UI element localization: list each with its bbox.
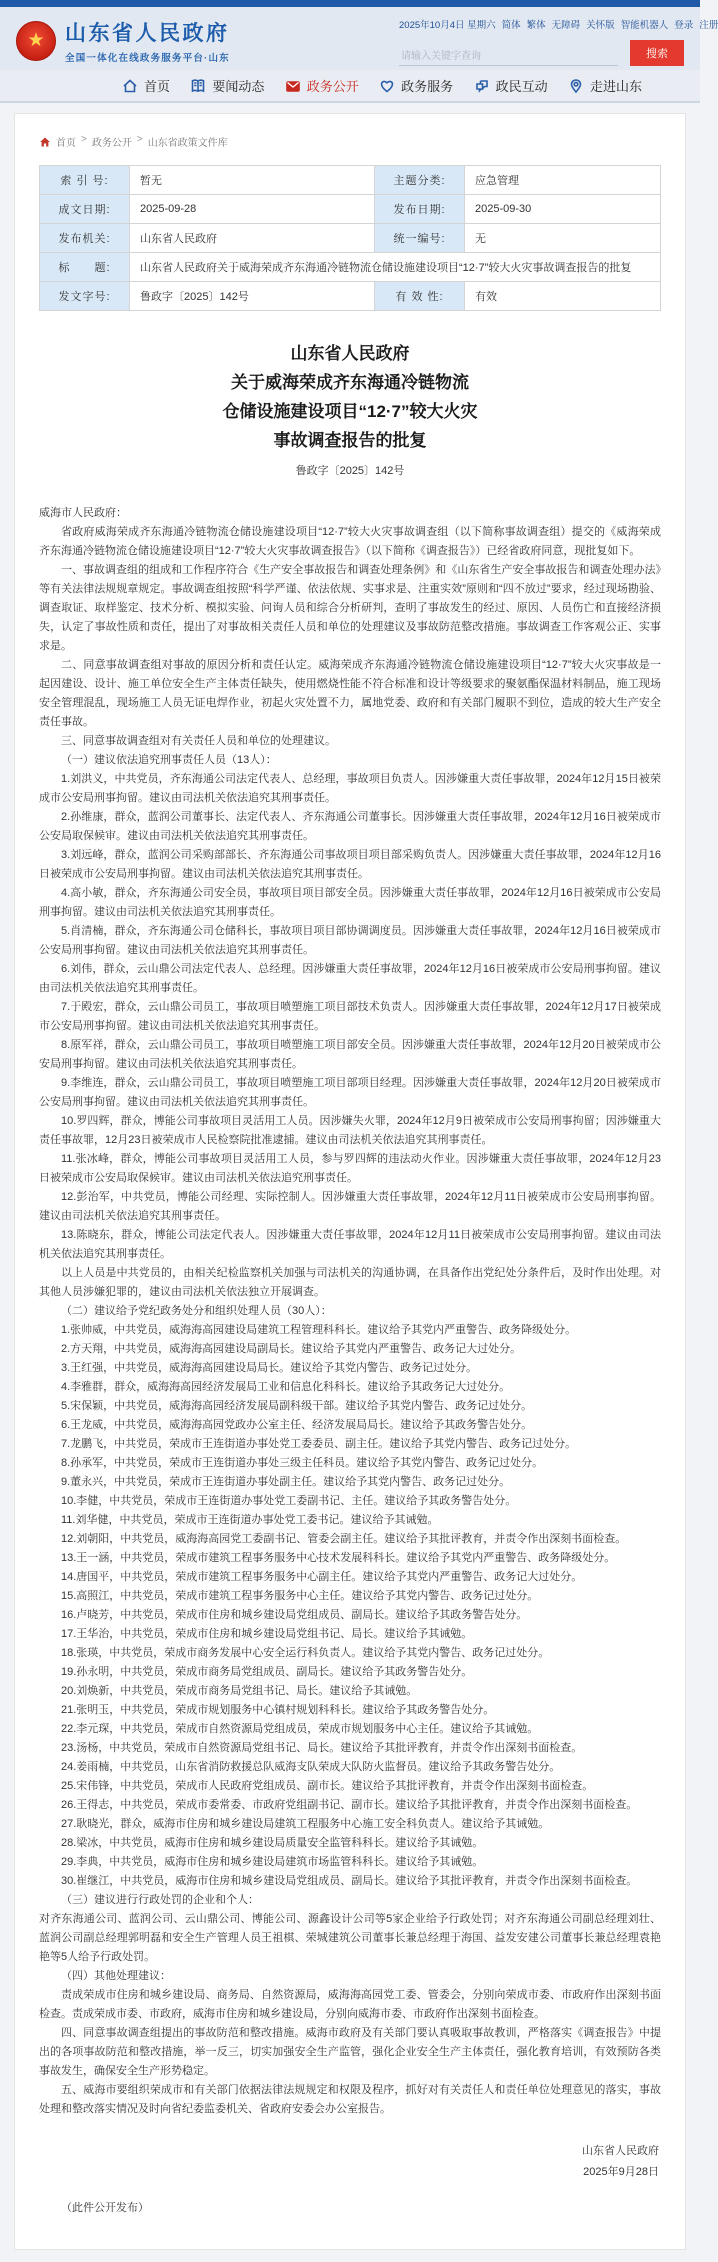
table-row (40, 195, 661, 224)
index-value: 暂无 (130, 166, 375, 195)
quick-links (496, 20, 718, 31)
top-blue-bar (0, 0, 700, 7)
doc-paragraph: 5.肖清楠，群众，齐东海通公司仓储科长，事故项目项目部协调调度员。因涉嫌重大责任事故罪，2024年12月16日被荣成市公安局刑事拘留。建议由司法机关依法追究其刑事责任。 (39, 925, 661, 956)
page-main (0, 103, 700, 2262)
public-release-note: （此件公开发布） (61, 2202, 149, 2214)
doc-paragraph: 30.崔继江，中共党员，威海市住房和城乡建设局党组成员、副局长。建议给予其批评教育，并责令作出深刻书面检查。 (61, 1875, 638, 1887)
quick-link[interactable]: 繁体 (526, 20, 546, 31)
quick-link[interactable]: 简体 (501, 20, 521, 31)
publish-date-value: 2025-09-30 (465, 195, 661, 224)
breadcrumb-link[interactable]: 山东省政策文件库 (147, 138, 228, 149)
main-nav (0, 70, 700, 103)
doc-paragraph: 12.刘朝阳，中共党员，威海海高园党工委副书记、管委会副主任。建议给予其批评教育，并责令作出深刻书面检查。 (61, 1533, 627, 1545)
table-row (40, 282, 661, 311)
site-header (0, 7, 718, 70)
nav-item-shandong[interactable] (568, 76, 642, 95)
signer: 山东省人民政府 (582, 2145, 659, 2157)
topic-value: 应急管理 (465, 166, 661, 195)
document-info-table (39, 165, 661, 311)
doc-paragraph: （二）建议给予党纪政务处分和组织处理人员（30人）： (61, 1305, 332, 1317)
doc-paragraph: 13.王一涵，中共党员，荣成市建筑工程事务服务中心技术发展科科长。建议给予其党内严重警告、政务降级处分。 (61, 1552, 616, 1564)
doc-paragraph: 11.张冰峰，群众，博能公司事故项目灵活用工人员，参与罗四辉的违法动火作业。因涉嫌重大责任事故罪，2024年12月23日被荣成市公安局取保候审。建议由司法机关依法追究刑事责任。 (39, 1153, 661, 1184)
publish-date-label: 发布日期: (375, 195, 465, 224)
nav-item-home[interactable] (122, 76, 170, 95)
open-letter-icon (285, 78, 301, 94)
doc-paragraph: 20.刘焕新，中共党员，荣成市商务局党组书记、局长。建议给予其诫勉。 (61, 1685, 418, 1697)
nav-label: 政务公开 (306, 79, 359, 94)
breadcrumb-items (56, 134, 228, 149)
doc-paragraph: 9.李维连，群众，云山鼎公司员工，事故项目喷塑施工项目部项目经理。因涉嫌重大责任事故罪，2024年12月20日被荣成市公安局刑事拘留。建议由司法机关依法追究其刑事责任。 (39, 1077, 661, 1108)
doc-paragraph: 19.孙永明，中共党员，荣成市商务局党组成员、副局长。建议给予其政务警告处分。 (61, 1666, 473, 1678)
quick-link[interactable]: 登录 (674, 20, 694, 31)
doc-paragraph: 26.王得志，中共党员，荣成市委常委、市政府党组副书记、副市长。建议给予其批评教育，并责令作出深刻书面检查。 (61, 1799, 638, 1811)
breadcrumb-home-icon (39, 136, 51, 148)
doc-paragraph: 14.唐国平，中共党员，荣成市建筑工程事务服务中心副主任。建议给予其党内严重警告、政务记大过处分。 (61, 1571, 583, 1583)
index-label: 索 引 号: (40, 166, 130, 195)
nav-item-news[interactable] (190, 76, 264, 95)
nav-item-disclosure[interactable] (285, 76, 359, 95)
doc-paragraph: 五、威海市要组织荣成市和有关部门依据法律法规规定和权限及程序，抓好对有关责任人和责任单位处理意见的落实，事故处理和整改落实情况及时向省纪委监委机关、省政府安委会办公室报告。 (39, 2084, 661, 2115)
chat-people-icon (474, 78, 490, 94)
heart-shield-icon (379, 78, 395, 94)
breadcrumb-separator: > (81, 134, 87, 145)
doc-paragraph: 27.耿晓光，群众，威海市住房和城乡建设局建筑工程服务中心施工安全科负责人。建议给予其诫勉。 (61, 1818, 550, 1830)
breadcrumb-link[interactable]: 政务公开 (91, 138, 132, 149)
doc-paragraph: 8.孙承军，中共党员，荣成市王连街道办事处三级主任科员。建议给予其党内警告、政务记过处分。 (61, 1457, 544, 1469)
issuing-org-value: 山东省人民政府 (130, 224, 375, 253)
doc-paragraph: 16.卢晓芳，中共党员，荣成市住房和城乡建设局党组成员、副局长。建议给予其政务警告处分。 (61, 1609, 528, 1621)
nav-label: 政民互动 (495, 79, 548, 94)
doc-paragraph: 15.高照江，中共党员，荣成市建筑工程事务服务中心主任。建议给予其党内警告、政务记过处分。 (61, 1590, 539, 1602)
document-title-line: 关于威海荣成齐东海通冷链物流 (231, 373, 469, 392)
doc-paragraph: 28.梁冰，中共党员，威海市住房和城乡建设局质量安全监管科科长。建议给予其诫勉。 (61, 1837, 484, 1849)
document-title-line: 事故调查报告的批复 (273, 431, 427, 450)
doc-paragraph: 6.王龙威，中共党员，威海海高园党政办公室主任、经济发展局局长。建议给予其政务警告处分。 (61, 1419, 533, 1431)
doc-paragraph: 13.陈晓东，群众，博能公司法定代表人。因涉嫌重大责任事故罪，2024年12月11日被荣成市公安局刑事拘留。建议由司法机关依法追究其刑事责任。 (39, 1229, 661, 1260)
table-row (40, 253, 661, 282)
doc-paragraph: 2.方天翔，中共党员，威海海高园建设局副局长。建议给予其党内严重警告、政务记大过处分。 (61, 1343, 522, 1355)
nav-label: 要闻动态 (212, 79, 265, 94)
nav-label: 走进山东 (589, 79, 642, 94)
doc-paragraph: 24.姜雨楠，中共党员，山东省消防救援总队威海支队荣成大队防火监督员。建议给予其政务警告处分。 (61, 1761, 561, 1773)
doc-paragraph: （三）建议进行行政处罚的企业和个人： (61, 1894, 259, 1906)
doc-paragraph: （四）其他处理建议： (61, 1970, 171, 1982)
doc-paragraph: 2.孙维康，群众，蓝润公司董事长、法定代表人、齐东海通公司董事长。因涉嫌重大责任事故罪，2024年12月16日被荣成市公安局取保候审。建议由司法机关依法追究其刑事责任。 (39, 811, 661, 842)
doc-paragraph: 9.董永兴，中共党员，荣成市王连街道办事处副主任。建议给予其党内警告、政务记过处分。 (61, 1476, 511, 1488)
doc-paragraph: 22.李元琛，中共党员，荣成市自然资源局党组成员，荣成市规划服务中心主任。建议给予其诫勉。 (61, 1723, 539, 1735)
site-brand[interactable] (16, 15, 230, 66)
doc-paragraph: 责成荣成市住房和城乡建设局、商务局、自然资源局，威海海高园党工委、管委会，分别向荣成市委、市政府作出深刻书面检查。责成荣成市委、市政府，威海市住房和城乡建设局，分别向威海市委、市政府作出深刻书面检查。 (39, 1989, 661, 2020)
doc-paragraph: 四、同意事故调查组提出的事故防范和整改措施。威海市政府及有关部门要认真吸取事故教训，严格落实《调查报告》中提出的各项事故防范和整改措施，举一反三，切实加强安全生产监管，强化企业安全生产主体责任，强化教育培训，有效预防各类事故发生，确保安全生产形势稳定。 (39, 2027, 661, 2077)
content-card (14, 113, 686, 2250)
doc-paragraph: 25.宋伟锋，中共党员，荣成市人民政府党组成员、副市长。建议给予其批评教育，并责令作出深刻书面检查。 (61, 1780, 594, 1792)
date-text: 2025年10月4日 星期六 (399, 20, 496, 31)
doc-paragraph: 4.高小敏，群众，齐东海通公司安全员，事故项目项目部安全员。因涉嫌重大责任事故罪，2024年12月16日被荣成市公安局刑事拘留。建议由司法机关依法追究其刑事责任。 (39, 887, 661, 918)
doc-paragraph: 一、事故调查组的组成和工作程序符合《生产安全事故报告和调查处理条例》和《山东省生产安全事故报告和调查处理办法》等有关法律法规规章规定。事故调查组按照“科学严谨、依法依规、实事求是、注重实效”原则和“四不放过”要求，经过现场勘验、调查取证、取样鉴定、技术分析、模拟实验、问询人员和综合分析研判，查明了事故发生的经过、原因、人员伤亡和直接经济损失，认定了事故性质和责任，提出了对事故相关责任人员和单位的处理建议及事故防范整改措施。事故调查工作客观公正、实事求是。 (39, 564, 661, 652)
doc-paragraph: 二、同意事故调查组对事故的原因分析和责任认定。威海荣成齐东海通冷链物流仓储设施建设项目“12·7”较大火灾事故是一起因建设、设计、施工单位安全生产主体责任缺失，使用燃烧性能不符合标准和设计等级要求的聚氨酯保温材料制品，施工现场安全管理混乱，现场施工人员无证电焊作业，初起火灾处置不力，属地党委、政府和有关部门履职不到位，造成的较大生产安全责任事故。 (39, 659, 661, 728)
site-title: 山东省人民政府 (65, 22, 230, 45)
doc-paragraph: 18.张瑛，中共党员，荣成市商务发展中心安全运行科负责人。建议给予其党内警告、政务记过处分。 (61, 1647, 550, 1659)
doc-paragraph: 1.张帅威，中共党员，威海海高园建设局建筑工程管理科科长。建议给予其党内严重警告、政务降级处分。 (61, 1324, 577, 1336)
doc-paragraph: 3.王红强，中共党员，威海海高园建设局局长。建议给予其党内警告、政务记过处分。 (61, 1362, 478, 1374)
document-number: 鲁政字〔2025〕142号 (295, 465, 405, 477)
doc-paragraph: 12.彭治军，中共党员，博能公司经理、实际控制人。因涉嫌重大责任事故罪，2024年12月11日被荣成市公安局刑事拘留。建议由司法机关依法追究其刑事责任。 (39, 1191, 661, 1222)
nav-label: 政务服务 (401, 79, 454, 94)
document-title-line: 山东省人民政府 (290, 344, 410, 363)
doc-paragraph: 三、同意事故调查组对有关责任人员和单位的处理建议。 (61, 735, 336, 747)
doc-paragraph: 威海市人民政府： (39, 507, 127, 519)
doc-paragraph: 4.李雅群，群众，威海海高园经济发展局工业和信息化科科长。建议给予其政务记大过处分。 (61, 1381, 511, 1393)
document-title-line: 仓储设施建设项目“12·7”较大火灾 (222, 402, 478, 421)
doc-number-label: 发文字号: (40, 282, 130, 311)
doc-paragraph: 11.刘华健，中共党员，荣成市王连街道办事处党工委书记。建议给予其诫勉。 (61, 1514, 439, 1526)
document-title (39, 339, 661, 455)
quick-link[interactable]: 注册 (699, 20, 718, 31)
table-row (40, 166, 661, 195)
doc-paragraph: 省政府威海荣成齐东海通冷链物流仓储设施建设项目“12·7”较大火灾事故调查组（以下简称事故调查组）提交的《威海荣成齐东海通冷链物流仓储设施建设项目“12·7”较大火灾事故调查报告》（以下简称《调查报告》）已经省政府同意，现批复如下。 (39, 526, 661, 557)
table-row (40, 224, 661, 253)
issuing-org-label: 发布机关: (40, 224, 130, 253)
sign-date: 2025年9月28日 (583, 2166, 659, 2178)
quick-link[interactable]: 无障碍 (551, 20, 581, 31)
doc-paragraph: 7.龙鹏飞，中共党员，荣成市王连街道办事处党工委委员、副主任。建议给予其党内警告、政务记过处分。 (61, 1438, 577, 1450)
doc-paragraph: 7.于殿宏，群众，云山鼎公司员工，事故项目喷塑施工项目部技术负责人。因涉嫌重大责任事故罪，2024年12月17日被荣成市公安局刑事拘留。建议由司法机关依法追究其刑事责任。 (39, 1001, 661, 1032)
uniform-no-value: 无 (465, 224, 661, 253)
doc-paragraph: （一）建议依法追究刑事责任人员（13人）： (61, 754, 277, 766)
nav-item-services[interactable] (379, 76, 453, 95)
title-value: 山东省人民政府关于威海荣成齐东海通冷链物流仓储设施建设项目“12·7”较大火灾事故调查报告的批复 (130, 253, 661, 282)
site-subtitle: 全国一体化在线政务服务平台·山东 (65, 53, 230, 64)
search-button[interactable]: 搜索 (630, 40, 684, 66)
news-book-icon (190, 78, 206, 94)
breadcrumb-separator: > (136, 134, 143, 145)
doc-paragraph: 以上人员是中共党员的，由相关纪检监察机关加强与司法机关的沟通协调，在具备作出党纪处分条件后，及时作出处理。对其他人员涉嫌犯罪的，建议由司法机关依法独立开展调查。 (39, 1267, 661, 1298)
signature-block (39, 2141, 661, 2183)
doc-paragraph: 对齐东海通公司、蓝润公司、云山鼎公司、博能公司、源鑫设计公司等5家企业给予行政处罚；对齐东海通公司副总经理刘壮、蓝润公司副总经理郭明磊和安全生产管理人员王祖棋、荣城建筑公司董事长兼总经理于海国、益发安建公司董事长兼总经理袁艳艳等5人给予行政处罚。 (39, 1913, 661, 1963)
document-body (39, 504, 661, 2119)
breadcrumb (39, 126, 661, 165)
search-input[interactable] (399, 48, 618, 66)
doc-paragraph: 5.宋保颖，中共党员，威海海高园经济发展局副科级干部。建议给予其党内警告、政务记过处分。 (61, 1400, 533, 1412)
doc-paragraph: 10.李健，中共党员，荣成市王连街道办事处党工委副书记、主任。建议给予其政务警告处分。 (61, 1495, 517, 1507)
breadcrumb-link[interactable]: 首页 (56, 138, 76, 149)
doc-paragraph: 6.刘伟，群众，云山鼎公司法定代表人、总经理。因涉嫌重大责任事故罪，2024年12月16日被荣成市公安局刑事拘留。建议由司法机关依法追究其刑事责任。 (39, 963, 661, 994)
validity-value: 有效 (465, 282, 661, 311)
validity-label: 有 效 性: (375, 282, 465, 311)
doc-paragraph: 3.刘远峰，群众，蓝润公司采购部部长、齐东海通公司事故项目项目部采购负责人。因涉嫌重大责任事故罪，2024年12月16日被荣成市公安局刑事拘留。建议由司法机关依法追究其刑事责任。 (39, 849, 661, 880)
doc-paragraph: 23.汤杨，中共党员，荣成市自然资源局党组书记、局长。建议给予其批评教育，并责令作出深刻书面检查。 (61, 1742, 583, 1754)
map-pin-icon (568, 78, 584, 94)
doc-paragraph: 21.张明玉，中共党员，荣成市规划服务中心镇村规划科科长。建议给予其政务警告处分。 (61, 1704, 495, 1716)
header-meta-row (399, 17, 718, 31)
title-label: 标 题: (40, 253, 130, 282)
uniform-no-label: 统一编号: (375, 224, 465, 253)
quick-link[interactable]: 智能机器人 (620, 20, 669, 31)
doc-number-value: 鲁政字〔2025〕142号 (130, 282, 375, 311)
doc-paragraph: 1.刘洪义，中共党员，齐东海通公司法定代表人、总经理，事故项目负责人。因涉嫌重大责任事故罪，2024年12月15日被荣成市公安局刑事拘留。建议由司法机关依法追究其刑事责任。 (39, 773, 661, 804)
national-emblem-icon: ★ (16, 21, 56, 61)
nav-item-interaction[interactable] (474, 76, 548, 95)
doc-paragraph: 8.原军祥，群众，云山鼎公司员工，事故项目喷塑施工项目部安全员。因涉嫌重大责任事故罪，2024年12月20日被荣成市公安局刑事拘留。建议由司法机关依法追究其刑事责任。 (39, 1039, 661, 1070)
topic-label: 主题分类: (375, 166, 465, 195)
doc-paragraph: 10.罗四辉，群众，博能公司事故项目灵活用工人员。因涉嫌失火罪，2024年12月9日被荣成市公安局刑事拘留；因涉嫌重大责任事故罪，12月23日被荣成市人民检察院批准逮捕。建议由司法机关依法追究其刑事责任。 (39, 1115, 661, 1146)
written-date-label: 成文日期: (40, 195, 130, 224)
nav-label: 首页 (144, 79, 171, 94)
doc-paragraph: 17.王华治，中共党员，荣成市住房和城乡建设局党组书记、局长。建议给予其诫勉。 (61, 1628, 473, 1640)
written-date-value: 2025-09-28 (130, 195, 375, 224)
home-icon (122, 78, 138, 94)
doc-paragraph: 29.李典，中共党员，威海市住房和城乡建设局建筑市场监管科科长。建议给予其诫勉。 (61, 1856, 484, 1868)
quick-link[interactable]: 关怀版 (586, 20, 615, 31)
